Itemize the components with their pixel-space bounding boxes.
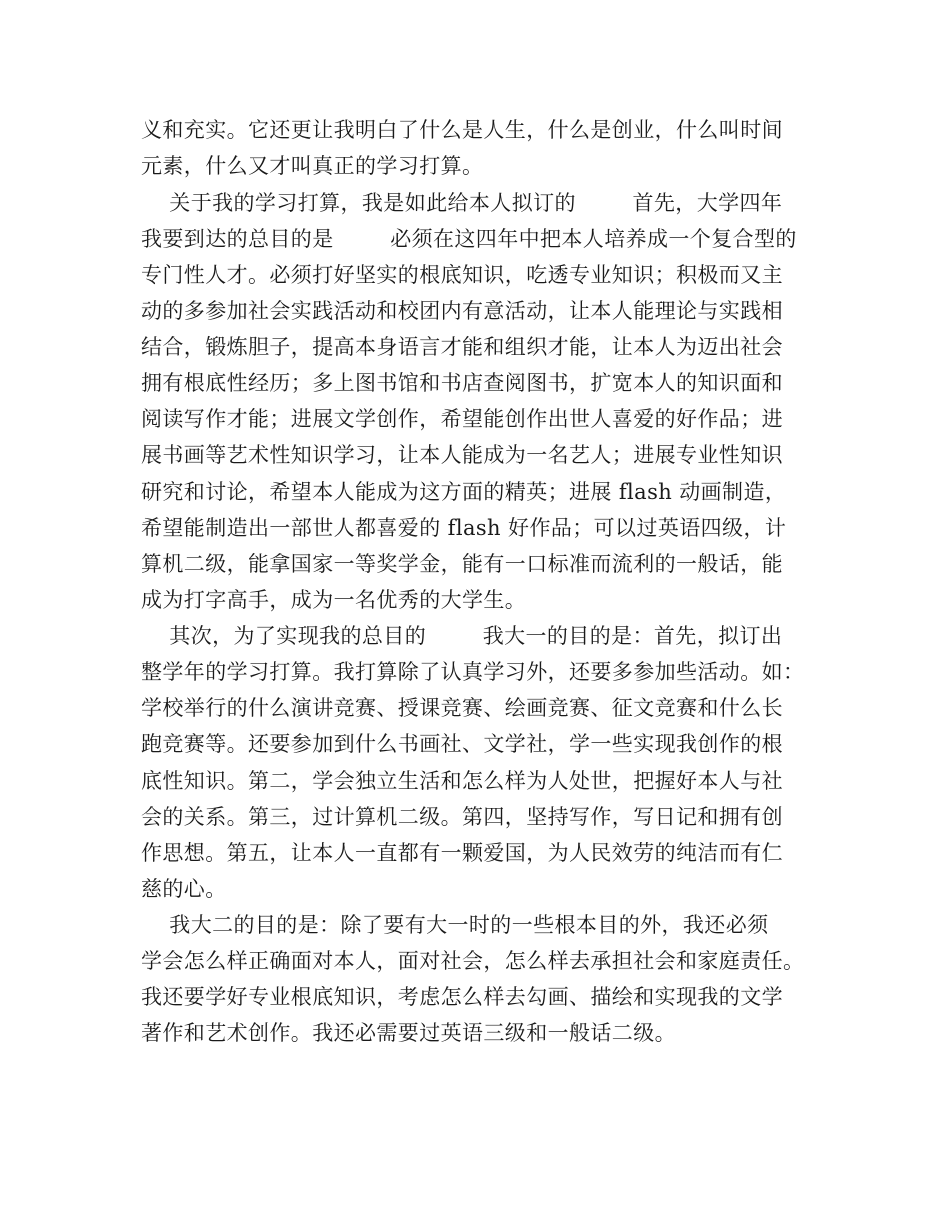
- text-line: 希望能制造出一部世人都喜爱的 flash 好作品；可以过英语四级，计: [141, 516, 787, 540]
- text-line: 著作和艺术创作。我还必需要过英语三级和一般话二级。: [141, 1021, 676, 1045]
- text-line: 成为打字高手，成为一名优秀的大学生。: [141, 588, 527, 612]
- text-line: 我还要学好专业根底知识，考虑怎么样去勾画、描绘和实现我的文学: [141, 985, 783, 1009]
- text-line: 学会怎么样正确面对本人，面对社会，怎么样去承担社会和家庭责任。: [141, 949, 805, 973]
- text-line: 结合，锻炼胆子，提高本身语言才能和组织才能，让本人为迈出社会: [141, 335, 783, 359]
- text-line: 底性知识。第二，学会独立生活和怎么样为人处世，把握好本人与社: [141, 769, 783, 793]
- text-line: 我大二的目的是：除了要有大一时的一些根本目的外，我还必须: [141, 913, 769, 937]
- text-line: 算机二级，能拿国家一等奖学金，能有一口标准而流利的一般话，能: [141, 552, 783, 576]
- text-line: 专门性人才。必须打好坚实的根底知识，吃透专业知识；积极而又主: [141, 263, 783, 287]
- text-line: 我要到达的总目的是 必须在这四年中把本人培养成一个复合型的: [141, 227, 797, 251]
- text-line: 学校举行的什么演讲竞赛、授课竞赛、绘画竞赛、征文竞赛和什么长: [141, 696, 783, 720]
- text-line: 其次，为了实现我的总目的 我大一的目的是：首先，拟订出: [141, 624, 783, 648]
- text-line: 展书画等艺术性知识学习，让本人能成为一名艺人；进展专业性知识: [141, 443, 783, 467]
- text-line: 拥有根底性经历；多上图书馆和书店查阅图书，扩宽本人的知识面和: [141, 371, 783, 395]
- text-line: 作思想。第五，让本人一直都有一颗爱国，为人民效劳的纯洁而有仁: [141, 841, 783, 865]
- text-line: 义和充实。它还更让我明白了什么是人生，什么是创业，什么叫时间: [141, 118, 783, 142]
- text-line: 会的关系。第三，过计算机二级。第四，坚持写作，写日记和拥有创: [141, 805, 783, 829]
- text-line: 整学年的学习打算。我打算除了认真学习外，还要多参加些活动。如：: [141, 660, 805, 684]
- text-line: 慈的心。: [141, 877, 227, 901]
- text-line: 动的多参加社会实践活动和校团内有意活动，让本人能理论与实践相: [141, 299, 783, 323]
- text-line: 跑竞赛等。还要参加到什么书画社、文学社，学一些实现我创作的根: [141, 732, 783, 756]
- text-line: 元素，什么又才叫真正的学习打算。: [141, 154, 484, 178]
- text-line: 研究和讨论，希望本人能成为这方面的精英；进展 flash 动画制造，: [141, 480, 787, 504]
- text-line: 关于我的学习打算，我是如此给本人拟订的 首先，大学四年: [141, 191, 783, 215]
- text-line: 阅读写作才能；进展文学创作，希望能创作出世人喜爱的好作品；进: [141, 407, 783, 431]
